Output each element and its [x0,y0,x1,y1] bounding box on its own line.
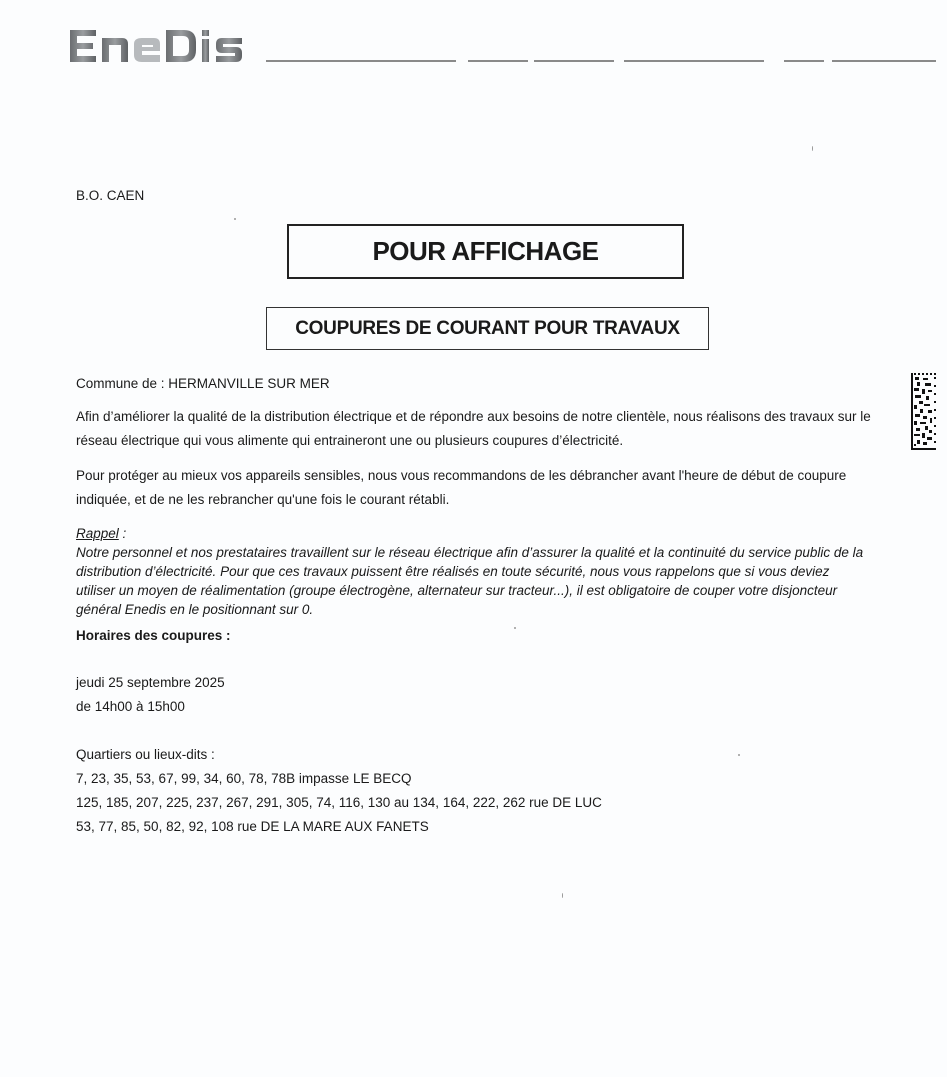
schedule-time: de 14h00 à 15h00 [76,699,185,714]
datamatrix-code-icon [911,373,936,450]
locations-heading: Quartiers ou lieux-dits : [76,747,215,762]
scan-speck [812,146,813,151]
scan-speck [738,754,740,756]
scan-speck [234,218,236,220]
reminder-text: Notre personnel et nos prestataires travaillent sur le réseau électrique afin d’assurer la qualité et la continuité du service public de la distribution d’électricité. Pour que ces travaux puissent être réalisés en toute sécurité, nous vous rappelons que si vous deviez utiliser un moyen de réalimentation (groupe électrogène, alternateur sur tracteur...), il est obligatoire de couper votre disjoncteur général Enedis en le positionnant sur 0. [76,545,864,617]
reminder-block [76,524,866,619]
location-item: 125, 185, 207, 225, 237, 267, 291, 305, 74, 116, 130 au 134, 164, 222, 262 rue DE LUC [76,795,602,810]
header-divider [266,58,936,64]
office-label: B.O. CAEN [76,188,145,203]
enedis-logo [66,24,256,68]
commune-line: Commune de : HERMANVILLE SUR MER [76,376,330,391]
scan-speck [514,627,516,629]
scan-speck [562,893,563,898]
location-item: 53, 77, 85, 50, 82, 92, 108 rue DE LA MARE AUX FANETS [76,819,429,834]
reminder-colon: : [118,526,127,541]
schedule-date: jeudi 25 septembre 2025 [76,675,225,690]
page-title: POUR AFFICHAGE [372,236,599,266]
advice-paragraph: Pour protéger au mieux vos appareils sensibles, nous vous recommandons de les débrancher avant l'heure de début de coupure indiquée, et de ne les rebrancher qu'une fois le courant rétabli. [76,468,847,507]
title-box [287,224,684,279]
page-subtitle: COUPURES DE COURANT POUR TRAVAUX [295,317,680,339]
subtitle-box [266,307,709,350]
intro-paragraph: Afin d’améliorer la qualité de la distribution électrique et de répondre aux besoins de notre clientèle, nous réalisons des travaux sur le réseau électrique qui vous alimente qui entraineront une ou plusieurs coupures d’électricité. [76,409,871,448]
reminder-label: Rappel [76,526,119,541]
schedule-heading: Horaires des coupures : [76,628,231,643]
location-item: 7, 23, 35, 53, 67, 99, 34, 60, 78, 78B impasse LE BECQ [76,771,412,786]
